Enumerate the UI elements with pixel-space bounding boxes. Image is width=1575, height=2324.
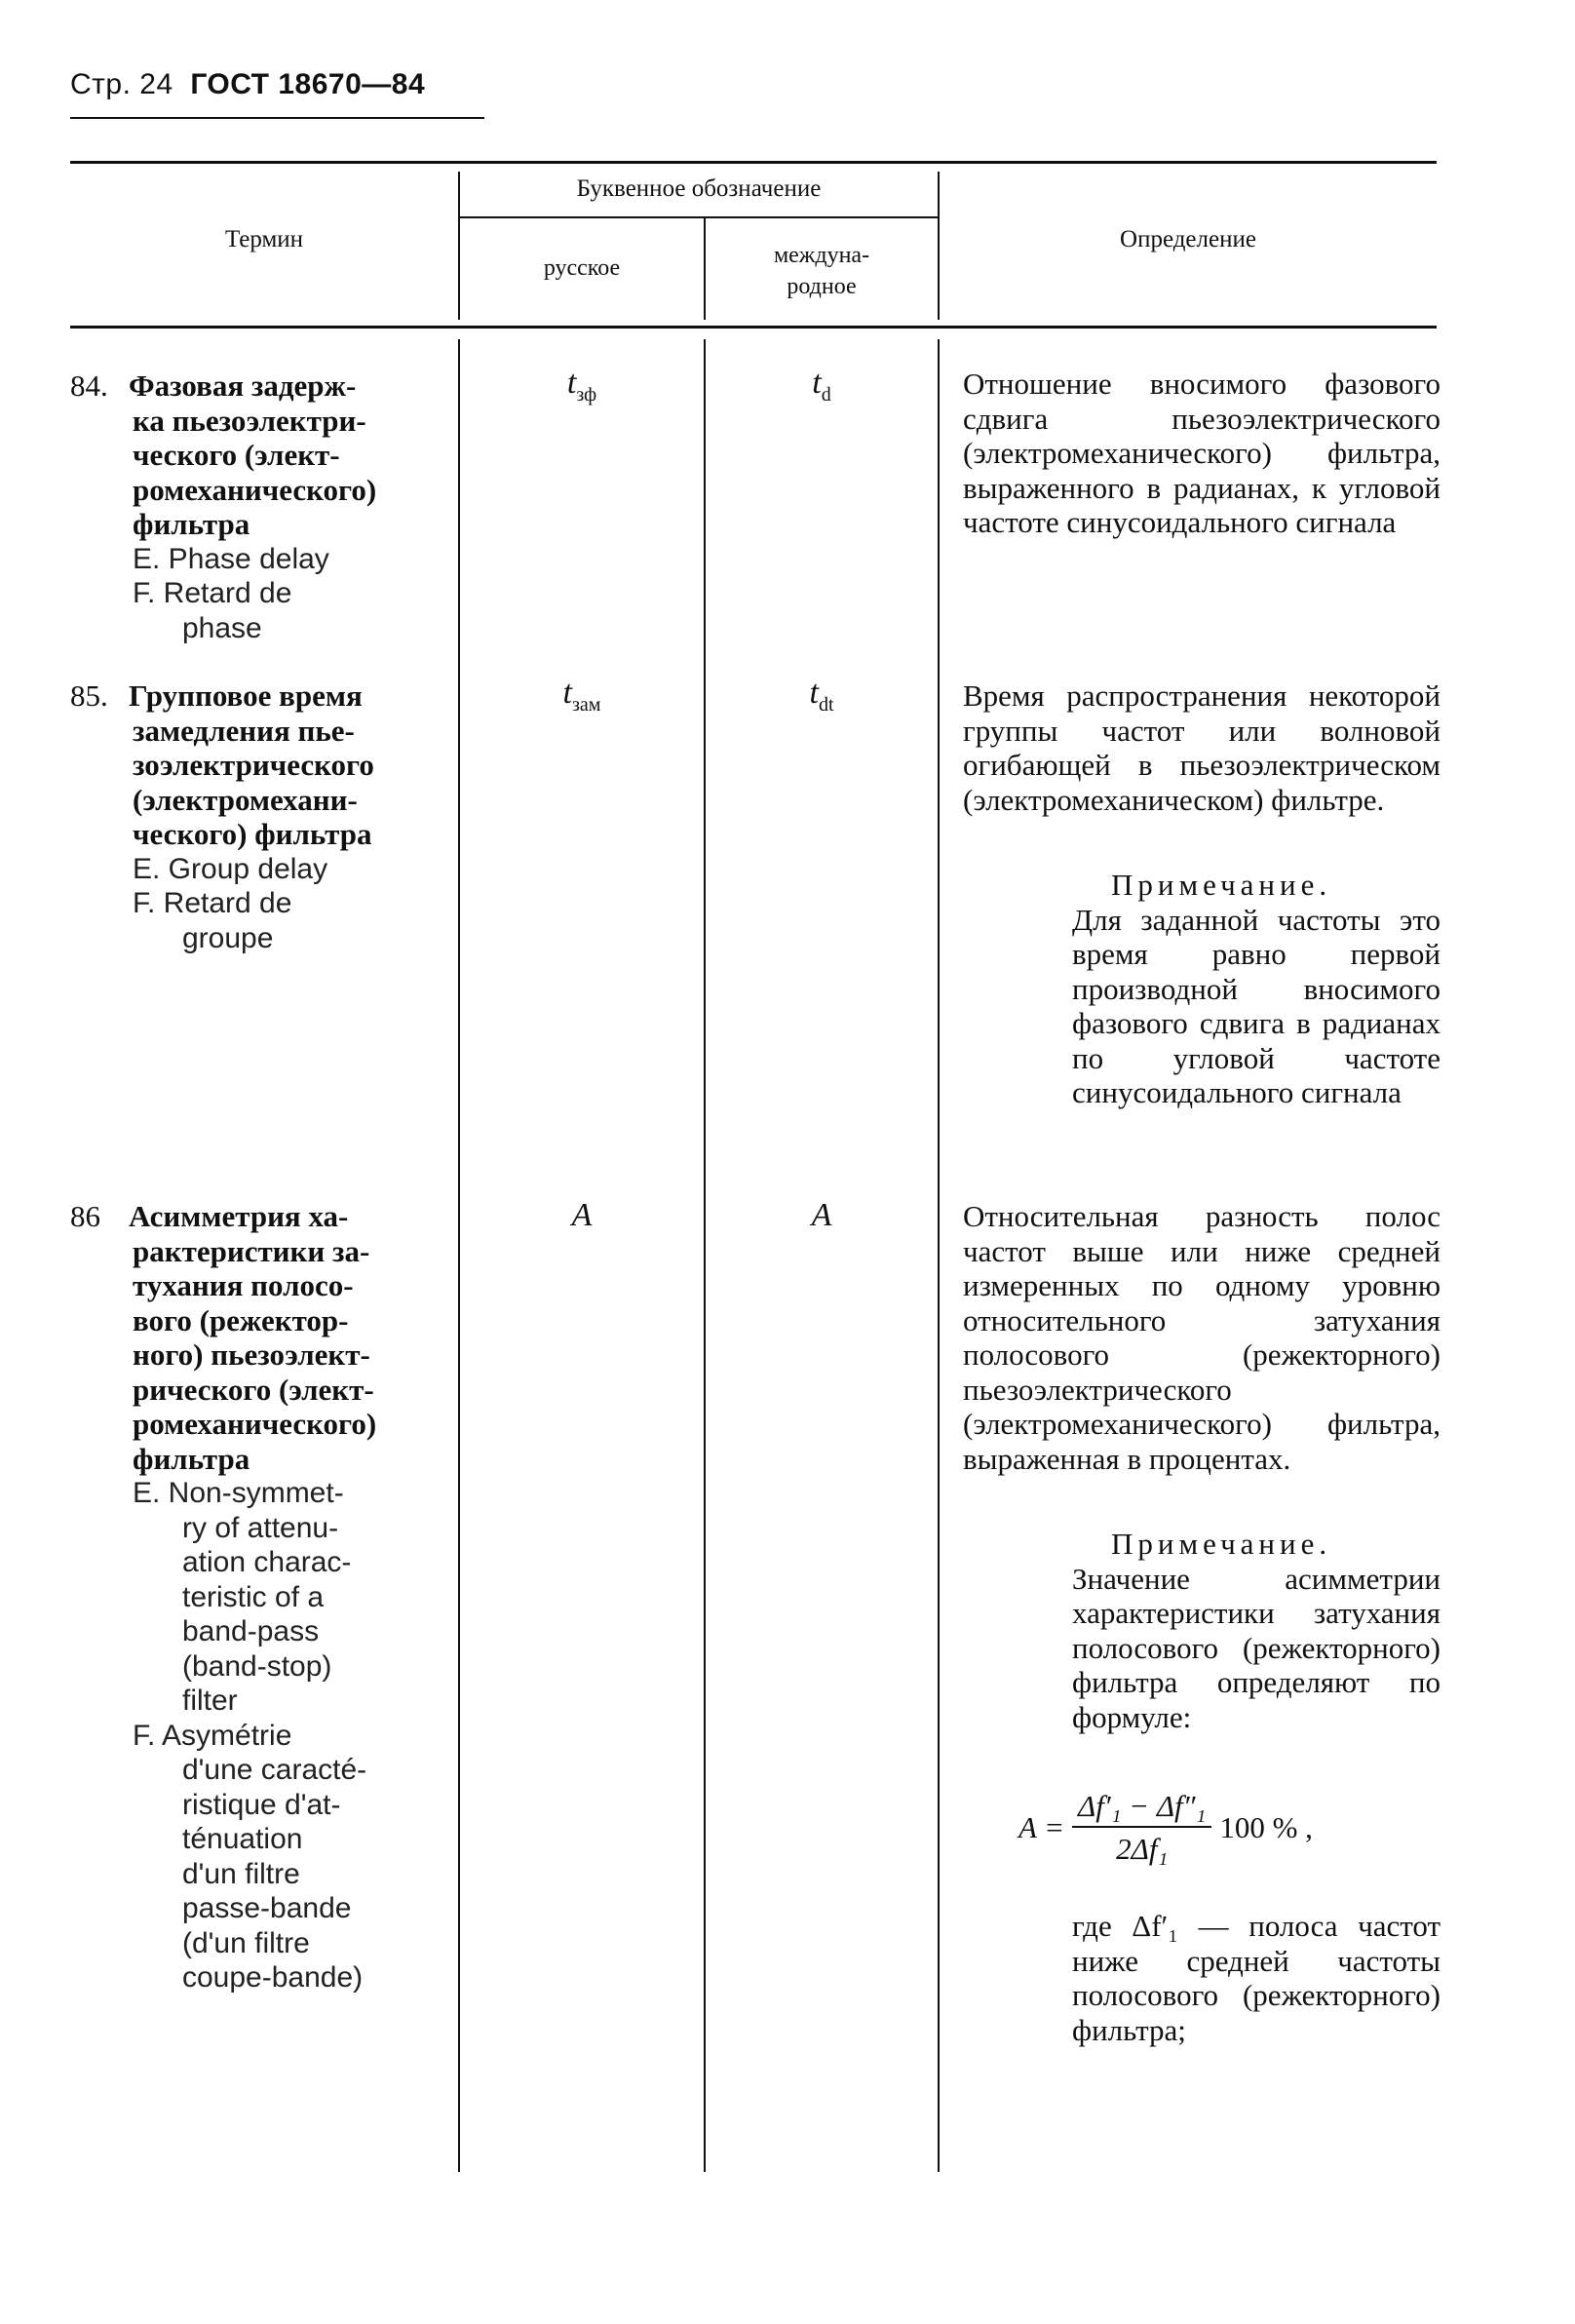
- definition-86: Относительная разность полос частот выше или ниже средней измеренных по одному уровню относительного затухания полосового (режекторного) пьезоэлектрического (электромеханического) фильтра, выраженная в процентах.: [963, 1199, 1441, 1476]
- symbol-int-84: $t_d$: [812, 365, 831, 406]
- asymmetry-formula: A = $\frac{\text{Δf′₁ − Δf″₁}}{\text{2Δf₁}}$ 100 % ,: [1018, 1789, 1313, 1866]
- symbol-int-86: A: [811, 1197, 832, 1233]
- term-entry-84: 84. Фазовая задерж- ка пьезоэлектри- ческого (элект- ромеханического) фильтра E. Phase delay F. Retard de phase: [70, 368, 377, 644]
- formula-fraction: [1072, 1789, 1211, 1867]
- symbol-ru-86: A: [571, 1197, 593, 1233]
- note-85: Примечание. Для заданной частоты это время равно первой производной вносимого фазового сдвига в радианах по угловой частоте синусоидального сигнала: [1072, 868, 1441, 1109]
- header-international: междуна- родное: [773, 243, 870, 299]
- formula-where-clause: где Δf′₁ — полоса частот ниже средней частоты полосового (режекторного) фильтра;: [1072, 1909, 1441, 2047]
- symbol-ru-85: $t_{зам}$: [562, 675, 601, 716]
- standard-code: ГОСТ 18670—84: [190, 68, 426, 100]
- header-symbol-group: Буквенное обозначение: [576, 175, 822, 202]
- definition-84: Отношение вносимого фазового сдвига пьезоэлектрического (электромеханического) фильтра, выраженного в радианах, к угловой частоте синусоидального сигнала: [963, 367, 1441, 539]
- formula-denominator: 2Δf₁: [1116, 1832, 1169, 1866]
- symbol-ru-84: $t_{зф}$: [566, 365, 597, 406]
- col-divider-1: [458, 339, 460, 2172]
- table-top-rule: [70, 161, 1437, 164]
- col-divider-2: [704, 339, 706, 2172]
- col-divider-3: [938, 339, 940, 2172]
- page-header: [70, 68, 425, 101]
- term-entry-86: 86 Асимметрия ха- рактеристики за- тухания полосо- вого (режектор- ного) пьезоэлект- рического (элект- ромеханического) фильтра E. Non-symmet- ry of attenu- ation charac- teristic of a band-pass (band-stop) filter F. Asymétrie d'une caracté- ristique d'at- ténuation d'un filtre passe-bande (d'un filtre coupe-bande): [70, 1199, 377, 1994]
- definition-85: Время распространения некоторой группы частот или волновой огибающей в пьезоэлектрическом (электромеханическом) фильтре.: [963, 678, 1441, 817]
- table-header-rule: [70, 326, 1437, 329]
- header-term: Термин: [224, 226, 304, 252]
- page-number: Стр. 24: [70, 68, 173, 100]
- header-rule: [70, 117, 484, 119]
- symbol-int-85: $t_{dt}$: [809, 675, 834, 716]
- header-definition: Определение: [1120, 226, 1256, 252]
- symbol-subheader-rule: [460, 216, 938, 218]
- note-86: Примечание. Значение асимметрии характеристики затухания полосового (режекторного) фильтра определяют по формуле:: [1072, 1527, 1441, 1734]
- formula-numerator: Δf′₁ − Δf″₁: [1072, 1789, 1211, 1828]
- term-entry-85: 85. Групповое время замедления пье- зоэлектрического (электромехани- ческого) фильтра E. Group delay F. Retard de groupe: [70, 678, 374, 954]
- header-russian: русское: [543, 255, 621, 281]
